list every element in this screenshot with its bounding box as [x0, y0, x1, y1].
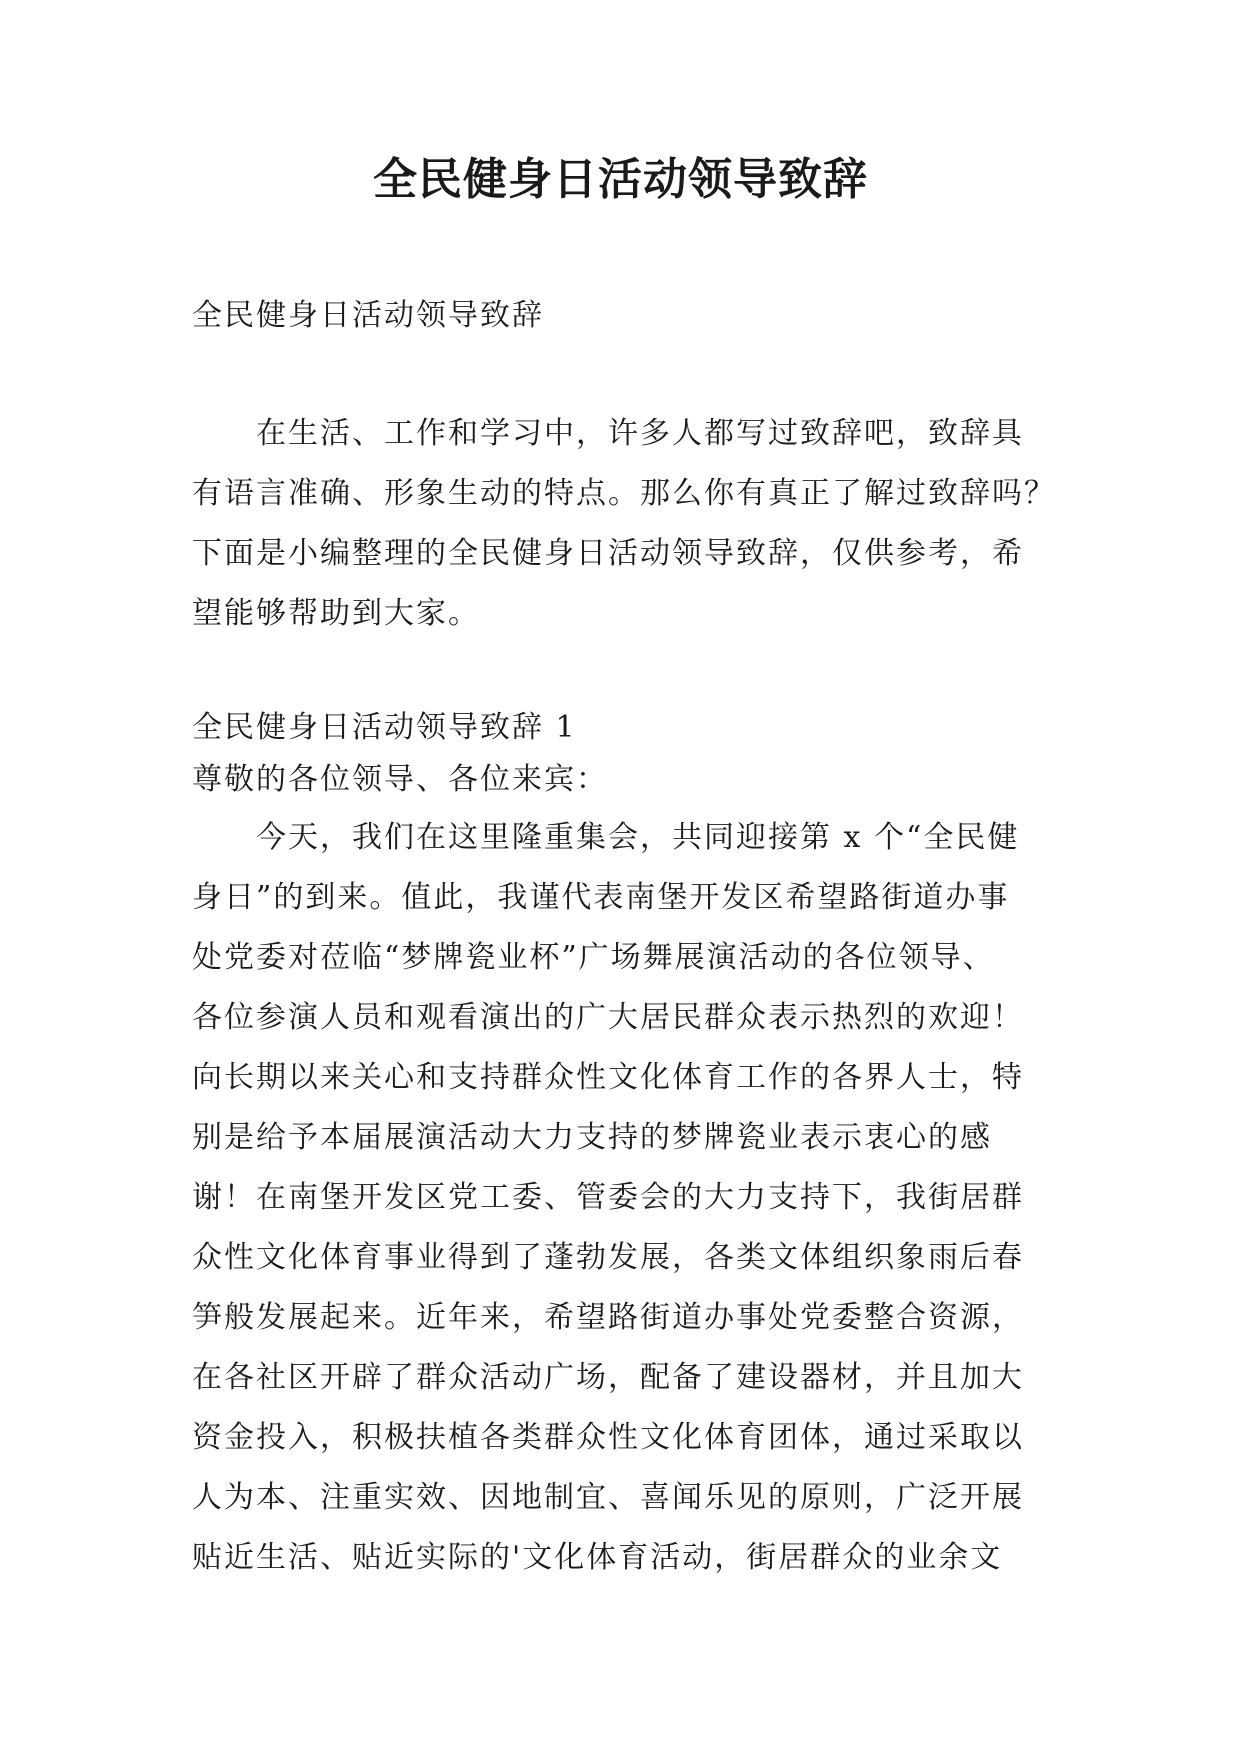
- speech-line: 向长期以来关心和支持群众性文化体育工作的各界人士，特: [192, 1060, 1024, 1095]
- speech-line: 资金投入，积极扶植各类群众性文化体育团体，通过采取以: [192, 1420, 1024, 1455]
- speech-line: 谢！在南堡开发区党工委、管委会的大力支持下，我街居群: [192, 1180, 1024, 1215]
- intro-paragraph: [192, 404, 1062, 644]
- speech-line: 处党委对莅临“梦牌瓷业杯”广场舞展演活动的各位领导、: [192, 940, 995, 975]
- intro-line: 在生活、工作和学习中，许多人都写过致辞吧，致辞具: [192, 416, 1024, 451]
- document-title: 全民健身日活动领导致辞: [373, 154, 868, 205]
- intro-line: 下面是小编整理的全民健身日活动领导致辞，仅供参考，希: [192, 536, 1024, 571]
- speech-line: 人为本、注重实效、因地制宜、喜闻乐见的原则，广泛开展: [192, 1480, 1024, 1515]
- document-subtitle: 全民健身日活动领导致辞: [192, 298, 544, 333]
- speech-line: 别是给予本届展演活动大力支持的梦牌瓷业表示衷心的感: [192, 1120, 992, 1155]
- intro-line: 望能够帮助到大家。: [192, 596, 480, 631]
- speech-line: 今天，我们在这里隆重集会，共同迎接第 x 个“全民健: [192, 820, 1020, 855]
- speech-line: 贴近生活、贴近实际的'文化体育活动，街居群众的业余文: [192, 1540, 1003, 1575]
- speech-line: 众性文化体育事业得到了蓬勃发展，各类文体组织象雨后春: [192, 1240, 1024, 1275]
- speech-line: 身日”的到来。值此，我谨代表南堡开发区希望路街道办事: [192, 880, 1010, 915]
- speech-paragraph: [192, 808, 1062, 1588]
- salutation: 尊敬的各位领导、各位来宾：: [192, 762, 608, 797]
- speech-line: 笋般发展起来。近年来，希望路街道办事处党委整合资源，: [192, 1300, 1024, 1335]
- section-title: 全民健身日活动领导致辞 1: [192, 710, 577, 745]
- speech-line: 各位参演人员和观看演出的广大居民群众表示热烈的欢迎！: [192, 1000, 1024, 1035]
- speech-line: 在各社区开辟了群众活动广场，配备了建设器材，并且加大: [192, 1360, 1024, 1395]
- intro-line: 有语言准确、形象生动的特点。那么你有真正了解过致辞吗？: [192, 476, 1056, 511]
